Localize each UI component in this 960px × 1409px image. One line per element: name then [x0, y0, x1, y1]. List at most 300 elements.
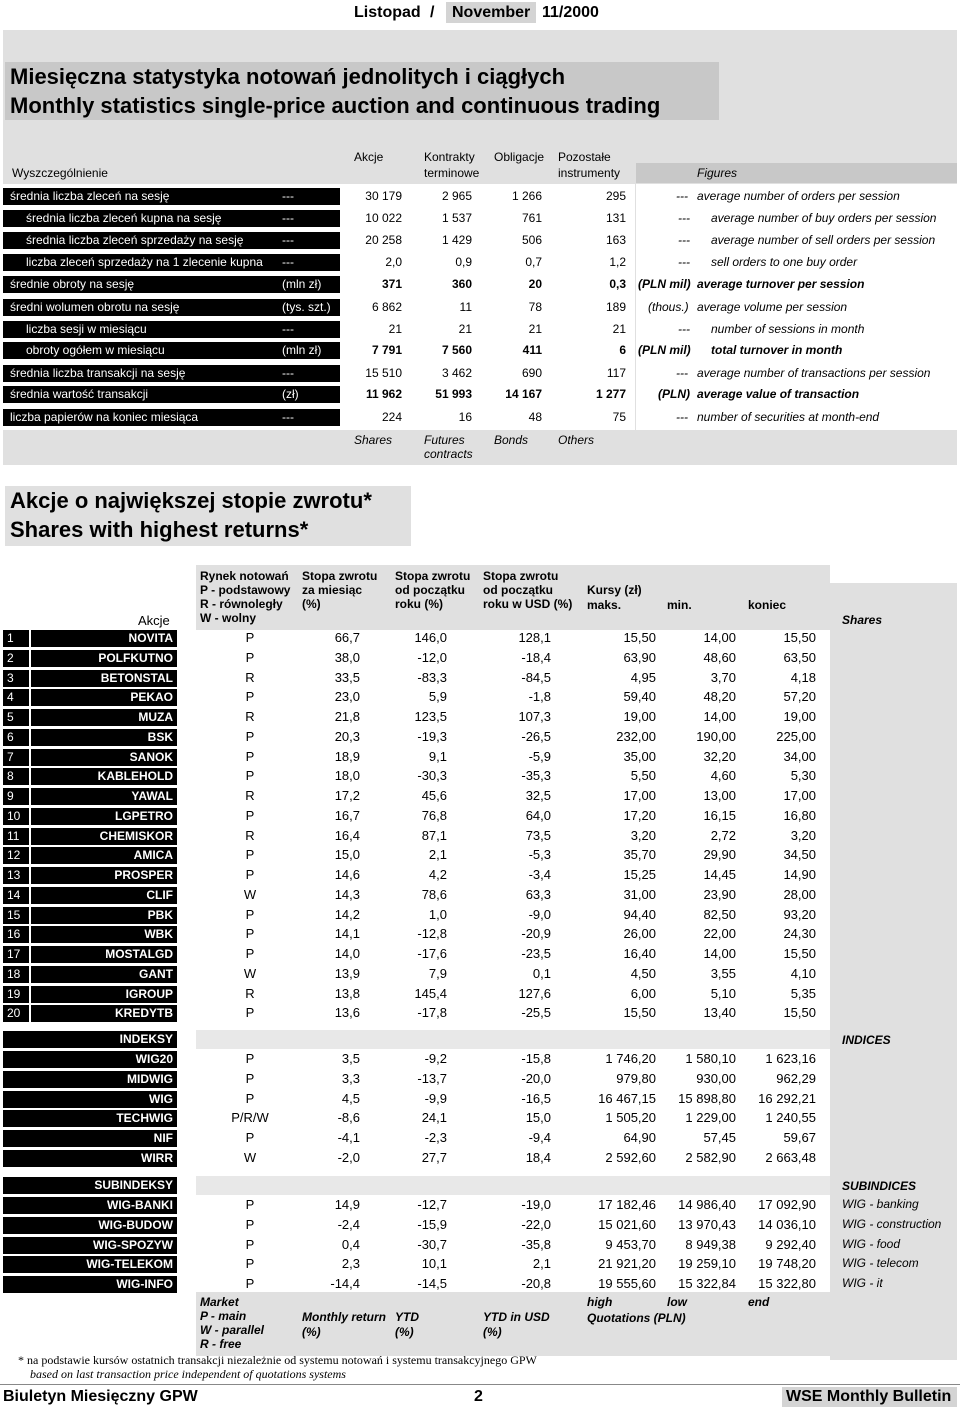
stats-pozostale: 6 — [619, 343, 626, 357]
stats-row — [0, 208, 960, 230]
stats-row — [0, 186, 960, 208]
price-end: 15,50 — [783, 946, 816, 961]
index-name: NIF — [3, 1130, 177, 1147]
return-ytd: 9,1 — [428, 748, 447, 764]
return-ytd-usd: 128,1 — [518, 630, 551, 645]
price-end: 34,50 — [783, 847, 816, 863]
market: P — [245, 1090, 255, 1106]
return-ytd-usd: -16,5 — [521, 1090, 551, 1106]
return-ytd: 123,5 — [414, 709, 447, 724]
price-low: 14,00 — [703, 946, 736, 961]
stats-row — [0, 363, 960, 385]
col-kontrakty-1: Kontrakty — [424, 150, 475, 164]
stats-obligacje: 14 167 — [505, 387, 542, 401]
foot-monthly-1: (%) — [302, 1325, 321, 1339]
return-ytd-usd: 127,6 — [518, 985, 551, 1001]
price-high: 26,00 — [623, 926, 656, 942]
market: W — [243, 886, 257, 902]
price-end: 24,30 — [783, 926, 816, 942]
h-kursy: Kursy (zł) — [587, 583, 642, 597]
subindex-row — [0, 1255, 960, 1275]
foot-ytd-usd-0: YTD in USD — [483, 1310, 550, 1324]
h-ytd-2: roku (%) — [395, 597, 443, 611]
stats-en-unit: --- — [678, 233, 690, 247]
stats-akcje: 2,0 — [385, 255, 402, 269]
col-wyszczegolnienie: Wyszczególnienie — [12, 166, 108, 180]
stats-row — [0, 297, 960, 319]
stats-kontrakty: 360 — [451, 277, 472, 291]
price-high: 59,40 — [623, 689, 656, 705]
price-high: 3,20 — [630, 827, 656, 843]
rank: 2 — [3, 650, 29, 667]
return-ytd-usd: -35,3 — [521, 768, 551, 784]
stats-pozostale: 1,2 — [609, 255, 626, 269]
subindex-en: WIG - banking — [842, 1197, 919, 1211]
price-low: 48,20 — [703, 689, 736, 705]
return-month: 16,7 — [334, 807, 360, 823]
subindeksy-label: SUBINDEKSY — [94, 1178, 173, 1192]
market: P — [245, 748, 255, 764]
returns-row — [0, 945, 960, 965]
stats-kontrakty: 11 — [459, 300, 472, 314]
stats-unit: --- — [282, 233, 294, 247]
price-high: 4,95 — [630, 669, 656, 685]
return-ytd-usd: -20,8 — [521, 1276, 551, 1291]
return-month: -8,6 — [337, 1110, 360, 1126]
return-ytd: 5,9 — [428, 689, 447, 705]
returns-row — [0, 846, 960, 866]
return-month: 14,3 — [334, 886, 360, 902]
return-ytd-usd: -3,4 — [528, 867, 551, 882]
stats-en-label: average number of transactions per session — [697, 366, 931, 380]
index-name: WIG20 — [3, 1051, 177, 1068]
return-ytd-usd: -84,5 — [521, 669, 551, 685]
subindex-row — [0, 1275, 960, 1295]
stats-pozostale: 117 — [606, 366, 626, 380]
return-ytd-usd: 0,1 — [532, 965, 551, 981]
rank: 12 — [3, 847, 29, 864]
price-low: 23,90 — [703, 886, 736, 902]
return-ytd-usd: -15,8 — [521, 1051, 551, 1066]
price-end: 57,20 — [783, 689, 816, 705]
market: P — [245, 926, 255, 942]
price-low: 3,55 — [710, 965, 736, 981]
return-ytd: -17,8 — [417, 1005, 447, 1021]
returns-row — [0, 886, 960, 906]
stats-pozostale: 189 — [605, 300, 626, 314]
title-en: Monthly statistics single-price auction and continuous trading — [10, 93, 661, 118]
stats-akcje: 6 862 — [371, 300, 402, 314]
col-pozostale-2: instrumenty — [558, 166, 621, 180]
price-end: 225,00 — [776, 728, 816, 744]
stats-row — [0, 340, 960, 362]
return-ytd: -15,9 — [417, 1216, 447, 1232]
return-ytd-usd: -9,4 — [528, 1130, 551, 1145]
market: P — [245, 1216, 255, 1232]
returns-row — [0, 965, 960, 985]
share-name: NOVITA — [31, 630, 177, 647]
price-high: 17,20 — [623, 807, 656, 823]
price-end: 4,10 — [790, 965, 816, 981]
foot-shares: Shares — [354, 433, 393, 447]
rank: 9 — [3, 788, 29, 805]
returns-title-en: Shares with highest returns* — [10, 517, 309, 542]
stats-en-label: average number of sell orders per session — [711, 233, 936, 247]
return-ytd-usd: 107,3 — [518, 709, 551, 724]
h-akcje: Akcje — [138, 613, 170, 628]
price-low: 13 970,43 — [678, 1216, 736, 1232]
stats-label: średnia liczba transakcji na sesję — [10, 366, 186, 380]
stats-akcje: 10 022 — [365, 211, 402, 225]
h-month-0: Stopa zwrotu — [302, 569, 378, 583]
return-month: 14,9 — [334, 1197, 360, 1212]
share-name: WBK — [31, 926, 177, 943]
stats-en-label: average number of orders per session — [697, 189, 900, 203]
price-low: 14,45 — [703, 867, 736, 882]
price-low: 1 229,00 — [685, 1110, 736, 1126]
return-ytd: 45,6 — [421, 788, 447, 803]
subindex-name: WIG-TELEKOM — [3, 1256, 177, 1273]
return-month: 17,2 — [334, 788, 360, 803]
share-name: CHEMISKOR — [31, 828, 177, 845]
price-end: 14 036,10 — [758, 1216, 816, 1232]
return-month: 3,5 — [341, 1051, 360, 1066]
return-month: -2,4 — [337, 1216, 360, 1232]
share-name: MUZA — [31, 709, 177, 726]
rank: 3 — [3, 670, 29, 687]
stats-row — [0, 252, 960, 274]
h-ytd-0: Stopa zwrotu — [395, 569, 471, 583]
price-high: 21 921,20 — [598, 1256, 656, 1272]
stats-label: liczba sesji w miesiącu — [26, 322, 147, 336]
subindex-row — [0, 1216, 960, 1236]
header-november: November — [446, 2, 536, 23]
price-low: 15 322,84 — [678, 1276, 736, 1291]
stats-unit: --- — [282, 211, 294, 225]
index-name: WIRR — [3, 1150, 177, 1167]
stats-en-unit: --- — [678, 322, 690, 336]
price-high: 35,70 — [623, 847, 656, 863]
price-high: 63,90 — [623, 649, 656, 665]
price-high: 6,00 — [630, 985, 656, 1001]
indices-band — [196, 1030, 830, 1049]
rank: 16 — [3, 926, 29, 943]
stats-kontrakty: 3 462 — [441, 366, 472, 380]
foot-market-1: P - main — [200, 1309, 247, 1323]
stats-label: średnia liczba zleceń sprzedaży na sesję — [26, 233, 244, 247]
share-name: IGROUP — [31, 986, 177, 1003]
market: P — [245, 1130, 255, 1145]
return-month: 3,3 — [341, 1070, 360, 1086]
price-low: 3,70 — [710, 669, 736, 685]
index-name: TECHWIG — [3, 1110, 177, 1127]
price-end: 9 292,40 — [765, 1236, 816, 1252]
stats-row — [0, 384, 960, 406]
market: P — [245, 1236, 255, 1252]
return-month: 14,6 — [334, 867, 360, 882]
return-ytd: -14,5 — [417, 1276, 447, 1291]
indeksy-label: INDEKSY — [119, 1032, 173, 1046]
stats-en-unit: --- — [676, 410, 688, 424]
return-ytd-usd: -5,9 — [528, 748, 551, 764]
market: P — [245, 847, 255, 863]
subindex-en: WIG - construction — [842, 1216, 942, 1231]
market: P — [245, 807, 255, 823]
stats-en-label: average value of transaction — [697, 387, 860, 401]
stats-pozostale: 75 — [612, 410, 626, 424]
stats-unit: (mln zł) — [282, 277, 322, 291]
stats-kontrakty: 16 — [458, 410, 472, 424]
stats-en-unit: (PLN) — [658, 387, 690, 401]
market: R — [245, 788, 255, 803]
price-low: 1 580,10 — [685, 1051, 736, 1066]
price-high: 5,50 — [630, 768, 656, 784]
returns-row — [0, 1004, 960, 1024]
returns-row — [0, 708, 960, 728]
foot-futures-1: Futures — [424, 433, 465, 447]
returns-row — [0, 728, 960, 748]
rank: 18 — [3, 966, 29, 983]
return-ytd-usd: -23,5 — [521, 946, 551, 961]
indices-en: INDICES — [842, 1033, 891, 1047]
return-ytd-usd: 18,4 — [525, 1149, 551, 1165]
return-ytd: -9,9 — [424, 1090, 447, 1106]
index-row — [0, 1050, 960, 1070]
stats-akcje: 7 791 — [371, 343, 402, 357]
return-month: 33,5 — [334, 669, 360, 685]
stats-label: liczba zleceń sprzedaży na 1 zlecenie kupna — [26, 255, 263, 269]
rank: 20 — [3, 1005, 29, 1022]
price-end: 15 322,80 — [758, 1276, 816, 1291]
rank: 7 — [3, 749, 29, 766]
return-ytd: 87,1 — [421, 827, 447, 843]
stats-en-label: number of securities at month-end — [697, 410, 880, 424]
return-ytd: -9,2 — [424, 1051, 447, 1066]
stats-row — [0, 230, 960, 252]
return-ytd: 7,9 — [428, 965, 447, 981]
stats-unit: --- — [282, 255, 294, 269]
return-ytd: -19,3 — [417, 728, 447, 744]
subindex-name: WIG-BANKI — [3, 1197, 177, 1214]
price-low: 2,72 — [710, 827, 736, 843]
price-low: 5,10 — [710, 985, 736, 1001]
return-ytd: 145,4 — [414, 985, 447, 1001]
return-ytd: 76,8 — [421, 807, 447, 823]
share-name: BETONSTAL — [31, 670, 177, 687]
return-month: 20,3 — [334, 728, 360, 744]
stats-en-label: average volume per session — [697, 300, 848, 314]
rank: 17 — [3, 946, 29, 963]
return-month: 2,3 — [341, 1256, 360, 1272]
share-name: AMICA — [31, 847, 177, 864]
returns-row — [0, 925, 960, 945]
foot-ytd-usd-1: (%) — [483, 1325, 502, 1339]
h-month-2: (%) — [302, 597, 321, 611]
return-ytd: -13,7 — [417, 1070, 447, 1086]
market: W — [243, 1149, 257, 1165]
price-low: 15 898,80 — [678, 1090, 736, 1106]
h-month-1: za miesiąc — [302, 583, 363, 597]
col-kontrakty-2: terminowe — [424, 166, 480, 180]
foot-monthly — [302, 1310, 386, 1340]
share-name: LGPETRO — [31, 808, 177, 825]
footer-rule — [0, 1384, 960, 1385]
return-ytd: 78,6 — [421, 886, 447, 902]
price-high: 16,40 — [623, 946, 656, 961]
index-name: WIG — [3, 1091, 177, 1108]
price-high: 4,50 — [630, 965, 656, 981]
return-month: 0,4 — [341, 1236, 360, 1252]
foot-market-2: W - parallel — [200, 1323, 265, 1337]
stats-kontrakty: 1 429 — [441, 233, 472, 247]
subindex-en: WIG - it — [842, 1276, 883, 1290]
market: P/R/W — [231, 1110, 269, 1126]
price-end: 4,18 — [790, 669, 816, 685]
market: P — [245, 728, 255, 744]
stats-kontrakty: 1 537 — [441, 211, 472, 225]
stats-akcje: 11 962 — [365, 387, 402, 401]
h-rynek-1: P - podstawowy — [200, 583, 291, 597]
return-month: 13,8 — [334, 985, 360, 1001]
return-month: -2,0 — [337, 1149, 360, 1165]
price-end: 34,00 — [783, 748, 816, 764]
stats-kontrakty: 0,9 — [455, 255, 472, 269]
rank: 10 — [3, 808, 29, 825]
share-name: BSK — [31, 729, 177, 746]
h-usd-1: od początku — [483, 583, 554, 597]
return-month: 14,2 — [334, 906, 360, 922]
market: P — [245, 1051, 255, 1066]
foot-futures-2: contracts — [424, 447, 473, 461]
price-end: 93,20 — [783, 906, 816, 922]
h-rynek-2: R - równoległy — [200, 597, 283, 611]
price-high: 19 555,60 — [598, 1276, 656, 1291]
returns-row — [0, 985, 960, 1005]
price-end: 16 292,21 — [758, 1090, 816, 1106]
foot-market — [200, 1295, 264, 1351]
stats-label: obroty ogółem w miesiącu — [26, 343, 165, 357]
h-usd-2: roku w USD (%) — [483, 597, 573, 611]
rank: 1 — [3, 630, 29, 647]
h-koniec: koniec — [748, 598, 787, 612]
price-end: 19 748,20 — [758, 1256, 816, 1272]
index-row — [0, 1070, 960, 1090]
h-maks: maks. — [587, 598, 622, 612]
col-figures: Figures — [697, 166, 738, 180]
market: P — [245, 867, 255, 882]
stats-pozostale: 295 — [605, 189, 626, 203]
stats-row — [0, 274, 960, 296]
price-high: 15 021,60 — [598, 1216, 656, 1232]
rank: 5 — [3, 709, 29, 726]
stats-label: liczba papierów na koniec miesiąca — [10, 410, 199, 424]
return-ytd-usd: 2,1 — [532, 1256, 551, 1272]
return-ytd-usd: -1,8 — [528, 689, 551, 705]
price-high: 19,00 — [623, 709, 656, 724]
return-ytd-usd: -25,5 — [521, 1005, 551, 1021]
market: P — [245, 1256, 255, 1272]
stats-label: średnia liczba zleceń kupna na sesję — [26, 211, 222, 225]
stats-obligacje: 506 — [521, 233, 542, 247]
rank: 13 — [3, 867, 29, 884]
market: P — [245, 689, 255, 705]
footer-left: Biuletyn Miesięczny GPW — [3, 1388, 198, 1405]
return-month: 18,0 — [334, 768, 360, 784]
price-low: 16,15 — [703, 807, 736, 823]
return-ytd-usd: 15,0 — [525, 1110, 551, 1126]
stats-row — [0, 407, 960, 429]
return-ytd-usd: -9,0 — [528, 906, 551, 922]
share-name: PBK — [31, 907, 177, 924]
return-ytd-usd: -35,8 — [521, 1236, 551, 1252]
return-ytd-usd: 63,3 — [525, 886, 551, 902]
foot-ytd — [395, 1310, 419, 1340]
stats-en-label: number of sessions in month — [711, 322, 865, 336]
return-ytd: -17,6 — [417, 946, 447, 961]
price-end: 14,90 — [783, 867, 816, 882]
stats-akcje: 15 510 — [365, 366, 402, 380]
footnote-en: based on last transaction price independent of quotations systems — [30, 1367, 346, 1381]
subindices-en: SUBINDICES — [842, 1179, 917, 1193]
subindex-en: WIG - food — [842, 1236, 901, 1251]
h-month — [302, 569, 377, 611]
stats-en-label: total turnover in month — [711, 343, 843, 357]
market: R — [245, 669, 255, 685]
return-ytd: 4,2 — [428, 867, 447, 882]
return-ytd: 27,7 — [421, 1149, 447, 1165]
rank: 19 — [3, 986, 29, 1003]
return-month: 15,0 — [334, 847, 360, 863]
stats-label: średnia liczba zleceń na sesję — [10, 189, 170, 203]
price-end: 5,35 — [790, 985, 816, 1001]
price-high: 16 467,15 — [598, 1090, 656, 1106]
market: P — [245, 1276, 255, 1291]
return-month: 13,9 — [334, 965, 360, 981]
rank: 8 — [3, 768, 29, 785]
share-name: CLIF — [31, 887, 177, 904]
index-row — [0, 1109, 960, 1129]
footer-right: WSE Monthly Bulletin — [786, 1388, 952, 1405]
subindices-band — [196, 1176, 830, 1195]
stats-en-unit: --- — [676, 189, 688, 203]
foot-low: low — [667, 1295, 687, 1309]
price-high: 31,00 — [623, 886, 656, 902]
returns-row — [0, 807, 960, 827]
price-end: 17,00 — [783, 788, 816, 803]
return-ytd-usd: 32,5 — [525, 788, 551, 803]
index-name: MIDWIG — [3, 1071, 177, 1088]
stats-kontrakty: 21 — [458, 322, 472, 336]
stats-unit: (zł) — [282, 387, 299, 401]
price-high: 64,90 — [623, 1130, 656, 1145]
return-month: -14,4 — [330, 1276, 360, 1291]
stats-en-label: sell orders to one buy order — [711, 255, 858, 269]
price-high: 1 505,20 — [605, 1110, 656, 1126]
price-low: 57,45 — [703, 1130, 736, 1145]
return-ytd: -12,8 — [417, 926, 447, 942]
return-ytd-usd: -20,9 — [521, 926, 551, 942]
stats-obligacje: 690 — [521, 366, 542, 380]
price-low: 82,50 — [703, 906, 736, 922]
return-month: 38,0 — [334, 649, 360, 665]
footer-page: 2 — [474, 1388, 483, 1405]
stats-row — [0, 319, 960, 341]
price-end: 1 623,16 — [765, 1051, 816, 1066]
price-end: 59,67 — [783, 1130, 816, 1145]
subindex-name: WIG-BUDOW — [3, 1217, 177, 1234]
stats-label: średnia wartość transakcji — [10, 387, 149, 401]
price-low: 19 259,10 — [678, 1256, 736, 1272]
